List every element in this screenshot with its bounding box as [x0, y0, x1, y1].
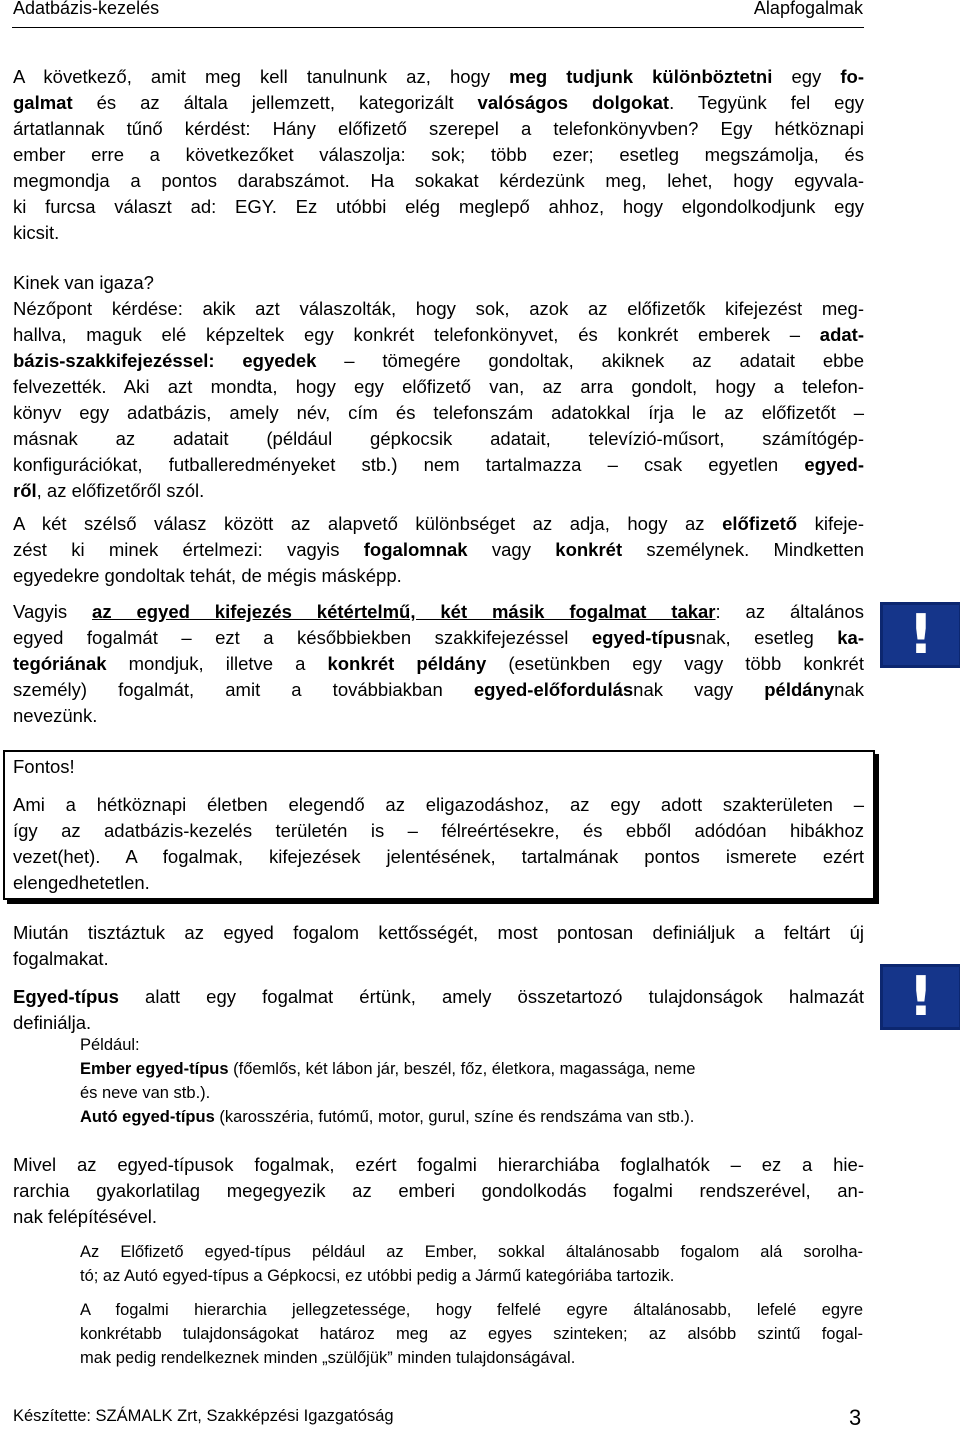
note-hierarchy-example: Az Előfizető egyed-típus például az Ember, sokkal általánosabb fogalom alá sorolha- tó; az Autó egyed-típus a Gépkocsi, ez utóbbi pedig a Jármű kategóriába tartozik. [80, 1243, 863, 1285]
running-header-title: Adatbázis-kezelés [13, 0, 160, 18]
warning-icon: ! [880, 964, 960, 1030]
page-number: 3 [849, 1405, 862, 1430]
paragraph-hierarchy: Mivel az egyed-típusok fogalmak, ezért fogalmi hierarchiába foglalhatók – ez a hie- rarchia gyakorlatilag megegyezik az emberi gondolkodás fogalmi rendszerével, an- nak felépítésével. [13, 1154, 864, 1227]
paragraph-clarified: Miután tisztáztuk az egyed fogalom kettősségét, most pontosan definiáljuk a feltárt új fogalmakat. [13, 922, 864, 969]
paragraph-intro: A következő, amit meg kell tanulnunk az, hogy meg tudjunk különböztetni egy fo- galmat és az általa jellemzett, kategorizált valóságos dolgokat. Tegyünk fel egy ártatlannak tűnő kérdést: Hány előfizető szerepel a telefonkönyvben? Egy hétköznapi ember erre a következőket válaszolja: sok; több ezer; esetleg megszámolja, és megmondja a pontos darabszámot. Ha sokakat kérdezünk meg, lehet, hogy egyvala- ki furcsa választ ad: EGY. Ez utóbbi elég meglepő ahhoz, hogy elgondolkodjunk egy kicsit. [13, 66, 865, 243]
footer-author: Készítette: SZÁMALK Zrt, Szakképzési Igazgatóság [13, 1407, 394, 1425]
header-divider [12, 27, 864, 28]
important-note-title: Fontos! [13, 756, 75, 777]
paragraph-difference: A két szélső válasz között az alapvető különbséget az adja, hogy az előfizető kifeje- zést ki minek értelmezi: vagyis fogalomnak vagy konkrét személynek. Mindketten egyedekre gondoltak tehát, de mégis másképp. [13, 513, 865, 586]
paragraph-viewpoint: Kinek van igaza? Nézőpont kérdése: akik azt válaszolták, hogy sok, azok az előfizetők kifejezést meg- hallva, maguk elé képzeltek egy konkrét telefonkönyvet, és konkrét emberek – adat- bázis-szakkifejezéssel: egyedek – tömegére gondoltak, akiknek az adatait ebbe felvezették. Aki azt mondta, hogy egy előfizető van, az arra gondolt, hogy a telefon- könyv egy adatbázis, amely név, cím és telefonszám adatokkal írja le az előfizetőt – másnak az adatait (például gépkocsik adatait, televízió-műsort, számítógép- konfigurációkat, futballeredményeket stb.) nem tartalmazza – csak egyetlen egyed- ről, az előfizetőről szól. [13, 272, 864, 501]
running-header-section: Alapfogalmak [753, 0, 863, 18]
warning-icon: ! [880, 602, 960, 668]
paragraph-definition: Egyed-típus alatt egy fogalmat értünk, amely összetartozó tulajdonságok halmazát definiálja. [13, 986, 864, 1033]
important-note-text: Fontos! Ami a hétköznapi életben elegendő az eligazodáshoz, az egy adott szakterületen – így az adatbázis-kezelés területén is – félreértésekre, és ebből adódóan hibákhoz vezet(het). A fogalmak, kifejezések jelentésének, tartalmának pontos ismerete ezért elengedhetetlen. [13, 756, 864, 893]
note-hierarchy-property: A fogalmi hierarchia jellegzetessége, hogy felfelé egyre általánosabb, lefelé egyre konkrétabb tulajdonságokat határoz meg az egyes szinteken; az alsóbb szintű fogal- mak pedig rendelkeznek minden „szülőjük” minden tulajdonságával. [80, 1301, 863, 1367]
paragraph-ambiguity: Vagyis az egyed kifejezés kétértelmű, két másik fogalmat takar: az általános egyed fogalmát – ezt a későbbiekben szakkifejezéssel egyed-típusnak, esetleg ka- tegóriának mondjuk, illetve a konkrét példány (esetünkben egy vagy több konkrét személy) fogalmát, amit a továbbiakban egyed-előfordulásnak vagy példánynak nevezünk. [13, 601, 864, 726]
examples-block: Például: Ember egyed-típus (főemlős, két lábon jár, beszél, főz, életkora, magassága, neme és neve van stb.). Autó egyed-típus (karosszéria, futómű, motor, gurul, színe és rendszáma van stb.). [80, 1036, 696, 1126]
